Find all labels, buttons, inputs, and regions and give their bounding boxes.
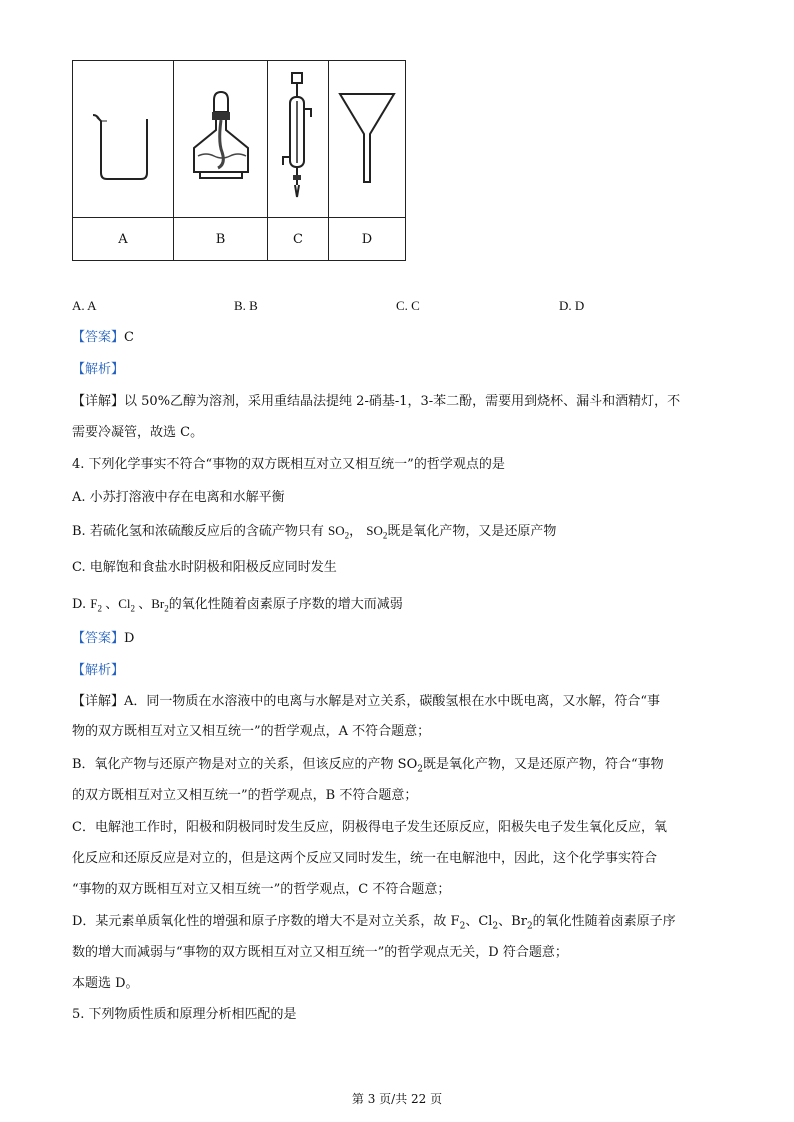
detail-text: 以 50%乙醇为溶剂，采用重结晶法提纯 2-硝基-1，3-苯二酚，需要用到烧杯、漏斗和酒精灯，不 <box>124 394 681 409</box>
q4-detail-5: C．电解池工作时，阳极和阴极同时发生反应，阴极得电子发生还原反应，阳极失电子发生氧化反应，氧 <box>72 820 667 835</box>
beaker-icon <box>83 87 163 187</box>
option-d-text: 的氧化性随着卤素原子序数的增大而减弱 <box>168 597 403 612</box>
funnel-icon <box>332 82 402 192</box>
answer-tag: 【答案】 <box>72 330 125 345</box>
formula-halogens: $F_2$ 、$Cl_2$ 、$Br_2$ <box>90 596 169 614</box>
q4-detail-3: B．氧化产物与还原产物是对立的关系，但该反应的产物 $SO_2$既是氧化产物，又是还原产物，符合“事物 <box>72 757 664 775</box>
detail-text: B．氧化产物与还原产物是对立的关系，但该反应的产物 SO <box>72 757 418 772</box>
label-b: B <box>174 218 268 261</box>
q5-stem: 5. 下列物质性质和原理分析相匹配的是 <box>72 1007 297 1022</box>
detail-text: D．某元素单质氧化性的增强和原子序数的增大不是对立关系，故 F <box>72 914 460 929</box>
q4-detail-2: 物的双方既相互对立又相互统一”的哲学观点，A 不符合题意； <box>72 724 431 739</box>
q4-detail-8: D．某元素单质氧化性的增强和原子序数的增大不是对立关系，故 $F_2$、$Cl_2$、$Br_2$的氧化性随着卤素原子序 <box>72 914 676 932</box>
q3-answer <box>72 328 134 348</box>
q3-option-d: D. D <box>559 298 585 313</box>
q4-detail-4: 的双方既相互对立又相互统一”的哲学观点，B 不符合题意； <box>72 788 418 803</box>
q3-option-b: B. B <box>234 298 258 313</box>
q4-stem: 4. 下列化学事实不符合“事物的双方既相互对立又相互统一”的哲学观点的是 <box>72 457 505 472</box>
q4-option-a: A. 小苏打溶液中存在电离和水解平衡 <box>72 490 285 505</box>
detail-text: 既是氧化产物，又是还原产物，符合“事物 <box>422 757 664 772</box>
cell-beaker <box>73 61 174 218</box>
label-a: A <box>73 218 174 261</box>
q4-detail-1 <box>72 692 660 712</box>
option-b-text-2: 既是氧化产物，又是还原产物 <box>387 524 557 539</box>
q4-detail-9: 数的增大而减弱与“事物的双方既相互对立又相互统一”的哲学观点无关，D 符合题意； <box>72 945 568 960</box>
q3-detail-2: 需要冷凝管，故选 C。 <box>72 425 204 440</box>
analysis-tag: 【解析】 <box>72 362 125 377</box>
q4-option-b <box>72 521 556 546</box>
condenser-icon <box>273 67 323 207</box>
q4-detail-10: 本题选 D。 <box>72 976 139 991</box>
option-b-text: B. 若硫化氢和浓硫酸反应后的含硫产物只有 <box>72 524 324 539</box>
detail-text: A．同一物质在水溶液中的电离与水解是对立关系，碳酸氢根在水中既电离，又水解，符合“事 <box>124 694 661 709</box>
q4-analysis <box>72 661 124 681</box>
answer-value: D <box>124 631 135 646</box>
analysis-tag: 【解析】 <box>72 663 125 678</box>
label-c: C <box>268 218 329 261</box>
answer-tag: 【答案】 <box>72 631 125 646</box>
q3-analysis <box>72 360 124 380</box>
q4-detail-7: “事物的双方既相互对立又相互统一”的哲学观点，C 不符合题意； <box>72 882 451 897</box>
q3-detail-1 <box>72 392 680 412</box>
answer-value: C <box>124 330 134 345</box>
detail-tag: 【详解】 <box>72 394 125 409</box>
detail-text: 、Cl <box>465 914 493 929</box>
q4-answer <box>72 629 134 649</box>
cell-alcohol-lamp <box>174 61 268 218</box>
q3-option-a: A. A <box>72 298 97 313</box>
equipment-table <box>72 60 406 261</box>
q4-option-c: C. 电解饱和食盐水时阴极和阳极反应同时发生 <box>72 560 337 575</box>
q4-detail-6: 化反应和还原反应是对立的，但是这两个反应又同时发生，统一在电解池中，因此，这个化学事实符合 <box>72 851 658 866</box>
page-number: 第 3 页/共 22 页 <box>351 1092 443 1106</box>
detail-text: 、Br <box>498 914 527 929</box>
q3-option-c: C. C <box>396 298 420 313</box>
option-d-label: D. <box>72 597 91 612</box>
formula-so2: $SO_2$ <box>327 523 350 541</box>
cell-funnel <box>329 61 406 218</box>
alcohol-lamp-icon <box>176 82 266 192</box>
label-d: D <box>329 218 406 261</box>
detail-text: 的氧化性随着卤素原子序 <box>532 914 676 929</box>
q4-option-d <box>72 594 403 619</box>
formula-so2: $SO_2$ <box>366 523 388 541</box>
detail-tag: 【详解】 <box>72 694 125 709</box>
cell-condenser <box>268 61 329 218</box>
option-b-comma: ， <box>349 524 363 539</box>
